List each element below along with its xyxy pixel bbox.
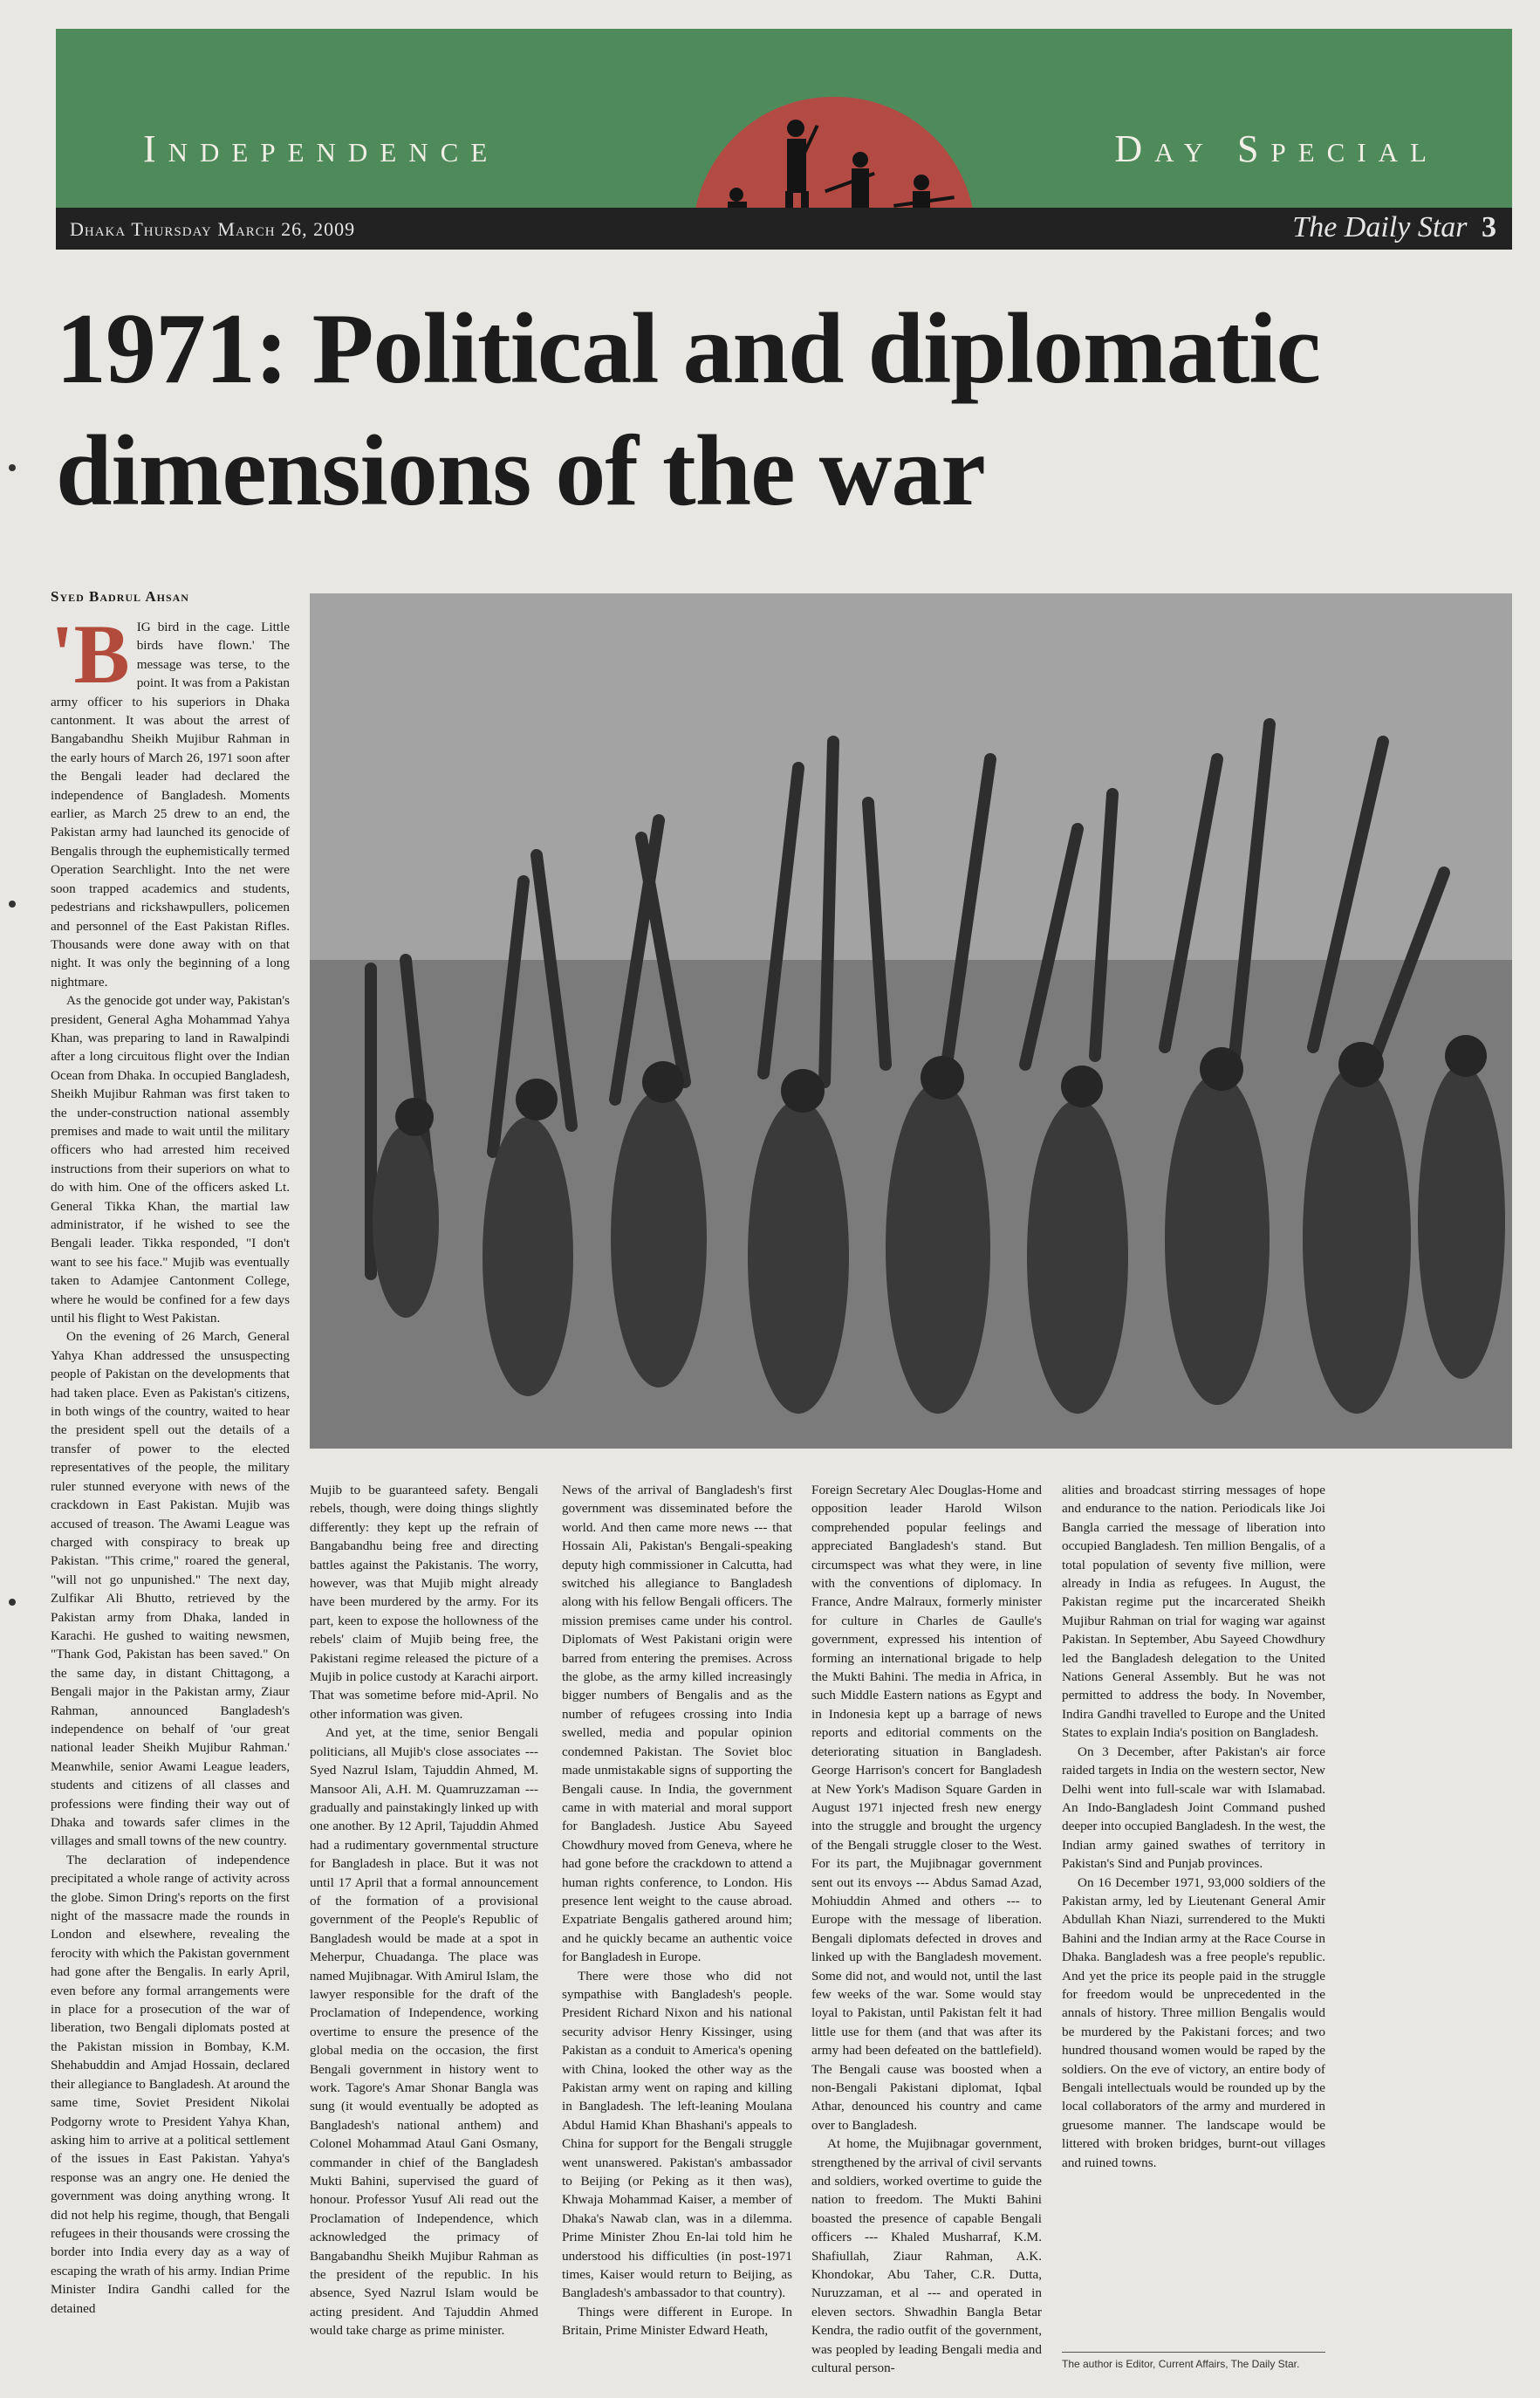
binding-hole — [9, 464, 16, 471]
masthead — [1292, 211, 1496, 244]
article-paragraph: News of the arrival of Bangladesh's first government was disseminated before the world. And then came more news --- that Hossain Ali, Pakistan's Bengali-speaking deputy high commissioner in Calcutta, had switched his allegiance to Bangladesh along with his fellow Bengali officers. The mission premises came under his control. Diplomats of West Pakistani origin were barred from entering the premises. Across the globe, as the army killed increasingly bigger numbers of Bengalis and as the number of refugees crossing into India swelled, media and popular opinion condemned Pakistan. The Soviet bloc made unmistakable signs of supporting the Bengali cause. In India, the government came in with material and moral support for Bangladesh. Justice Abu Sayeed Chowdhury moved from Geneva, where he had gone before the crackdown to attend a human rights conference, to London. His presence lent weight to the cause abroad. Expatriate Bengalis gathered around him; and he quickly became an authentic voice for Bangladesh in Europe. — [562, 1483, 792, 1965]
masthead-title: The Daily Star — [1292, 211, 1468, 243]
raised-rifles-image — [310, 593, 1512, 1449]
article-paragraph: On 16 December 1971, 93,000 soldiers of the Pakistan army, led by Lieutenant General Amir Abdullah Khan Niazi, surrendered to the Mukti Bahini and the Indian army at the Race Course in Dhaka. Bangladesh was a free people's republic. And yet the price its people paid in the struggle for freedom would be unprecedented in the annals of history. Three million Bengalis would be murdered by the Pakistani forces; and two hundred thousand women would be raped by the soldiers. On the eve of victory, an entire body of Bengali intellectuals would be rounded up by the local collaborators of the army and murdered in gruesome manner. The landscape would be littered with broken bridges, burnt-out villages and ruined towns. — [1062, 1874, 1325, 2170]
article-paragraph: As the genocide got under way, Pakistan's president, General Agha Mohammad Yahya Khan, was preparing to land in Rawalpindi after a long circuitous flight over the Indian Ocean from Dhaka. In occupied Bangladesh, Sheikh Mujibur Rahman was first taken to the under-construction national assembly premises and made to wait until the military officers who had arrested him received instructions from their superiors on what to do with him. One of the officers asked Lt. General Tikka Khan, the martial law administrator, if he wished to see the Bengali leader. Tikka responded, "I don't want to see his face." Mujib was eventually taken to Adamjee Cantonment College, where he would be confined for a few days until his flight to West Pakistan. — [51, 993, 290, 1326]
article-column-2 — [310, 1481, 538, 2340]
article-paragraph: At home, the Mujibnagar government, strengthened by the arrival of civil servants and soldiers, worked overtime to guide the nation to freedom. The Mukti Bahini boasted the presence of capable Bengali officers --- Khaled Musharraf, K.M. Shafiullah, Ziaur Rahman, A.K. Khondokar, Abu Taher, C.R. Dutta, Nuruzzaman, et al --- and operated in eleven sectors. Shwadhin Bangla Betar Kendra, the radio outfit of the government, was peopled by leading Bengali media and cultural person- — [811, 2136, 1042, 2376]
article-paragraph: On the evening of 26 March, General Yahya Khan addressed the unsuspecting people of Pakistan on the developments that had taken place. Even as Pakistan's citizens, in both wings of the country, waited to hear the president spell out the details of a transfer of power to the elected representatives of the people, the military ruler stunned everyone with news of the crackdown in East Pakistan. Mujib was accused of treason. The Awami League was charged with conspiracy to break up Pakistan. "This crime," roared the general, "will not go unpunished." The next day, Zulfikar Ali Bhutto, retrieved by the Pakistan army from Dhaka, landed in Karachi. He gushed to waiting newsmen, "Thank God, Pakistan has been saved." On the same day, in distant Chittagong, a Bengali major in the Pakistan army, Ziaur Rahman, announced Bangladesh's independence on behalf of 'our great national leader Sheikh Mujibur Rahman.' Meanwhile, senior Awami League leaders, students and citizens of all classes and professions were finding their way out of Dhaka and towards safer climes in the villages and small towns of the new country. — [51, 1329, 290, 1849]
binding-hole — [9, 1599, 16, 1606]
article-paragraph: Things were different in Europe. In Britain, Prime Minister Edward Heath, — [562, 2304, 792, 2339]
dateline-bar — [56, 208, 1512, 250]
article-column-4 — [811, 1481, 1042, 2378]
article-paragraph: And yet, at the time, senior Bengali politicians, all Mujib's close associates --- Syed Nazrul Islam, Tajuddin Ahmed, M. Mansoor Ali, A.H. M. Quamruzzaman --- gradually and painstakingly linked up with one another. By 12 April, Tajuddin Ahmed had a rudimentary governmental structure for Bangladesh in place. But it was not until 17 April that a formal announcement of the formation of a provisional government of the People's Republic of Bangladesh would be made at a spot in Meherpur, Chuadanga. The place was named Mujibnagar. With Amirul Islam, the lawyer responsible for the draft of the Proclamation of Independence, working overtime to ensure the presence of the global media on the occasion, the first Bengali government in history went to work. Tagore's Amar Shonar Bangla was sung (it would eventually be adopted as Bangladesh's national anthem) and Colonel Mohammad Ataul Gani Osmany, commander in chief of the Bangladesh Mukti Bahini, supervised the guard of honour. Professor Yusuf Ali read out the Proclamation of Independence, which acknowledged the primacy of Bangabandhu Sheikh Mujibur Rahman as the president of the republic. In his absence, Syed Nazrul Islam would be acting president. And Tajuddin Ahmed would take charge as prime minister. — [310, 1725, 538, 2339]
article-paragraph: Foreign Secretary Alec Douglas-Home and opposition leader Harold Wilson comprehended popular feelings and appreciated Bangladesh's stand. But circumspect was what they were, in line with the conventions of diplomacy. In France, Andre Malraux, formerly minister for culture in Charles de Gaulle's government, expressed his intention of forming an international brigade to help the Mukti Bahini. The media in Africa, in such Middle Eastern nations as Egypt and in Indonesia kept up a barrage of news reports and editorial comments on the deteriorating situation in Bangladesh. George Harrison's concert for Bangladesh at New York's Madison Square Garden in August 1971 injected fresh new energy into the struggle and brought the urgency of the Bengali struggle closer to the West. For its part, the Mujibnagar government sent out its envoys --- Abdus Samad Azad, Mohiuddin Ahmed and others --- to Europe with the message of liberation. Bengali diplomats defected in droves and linked up with the Bangladesh movement. Some did not, and would not, until the last few weeks of the war. Some would stay loyal to Pakistan, until Pakistan felt it had little use for them (and that was after its army had been defeated on the battlefield). The Bengali cause was boosted when a non-Bengali Pakistani diplomat, Iqbal Athar, denounced his country and came over to Bangladesh. — [811, 1483, 1042, 2133]
article-paragraph: Mujib to be guaranteed safety. Bengali rebels, though, were doing things slightly differently: they kept up the refrain of Bangabandhu being free and directing battles against the Pakistanis. The worry, however, was that Mujib might already have been murdered by the army. For its part, keen to expose the hollowness of the rebels' claim of Mujib being free, the Pakistani regime released the picture of a Mujib in police custody at Karachi airport. That was sometime before mid-April. No other information was given. — [310, 1483, 538, 1722]
dateline: Dhaka Thursday March 26, 2009 — [70, 218, 356, 240]
article-paragraph: On 3 December, after Pakistan's air force raided targets in India on the western sector, New Delhi went into full-scale war with Islamabad. An Indo-Bangladesh Joint Command pushed deeper into occupied Bangladesh. In the west, the Indian army gained swathes of territory in Pakistan's Sind and Punjab provinces. — [1062, 1744, 1325, 1872]
article-column-1 — [51, 607, 290, 2318]
section-banner — [56, 29, 1512, 208]
banner-kicker-right: Day Special — [1114, 127, 1439, 170]
drop-cap: 'B — [51, 607, 130, 701]
article-column-3 — [562, 1481, 792, 2340]
article-paragraph: 'BIG bird in the cage. Little birds have flown.' The message was terse, to the point. It was from a Pakistan army officer to his superiors in Dhaka cantonment. It was about the arrest of Bangabandhu Sheikh Mujibur Rahman in the early hours of March 26, 1971 soon after the Bengali leader had declared the independence of Bangladesh. Moments earlier, as March 25 drew to an end, the Pakistan army had launched its genocide of Bengalis through the euphemistically termed Operation Searchlight. Into the net were soon trapped academics and students, pedestrians and rickshawpullers, policemen and personnel of the East Pakistan Rifles. Thousands were done away with on that night. It was only the beginning of a long nightmare. — [51, 607, 290, 990]
article-paragraph: The declaration of independence precipitated a whole range of activity across the globe. Simon Dring's reports on the first night of the massacre made the rounds in London and elsewhere, revealing the ferocity with which the Pakistan government had gone after the Bengalis. In early April, even before any formal arrangements were in place for a prosecution of the war of liberation, two Bengali diplomats posted at the Pakistan mission in Bombay, K.M. Shehabuddin and Amjad Hossain, declared their allegiance to Bangladesh. At around the same time, Soviet President Nikolai Podgorny wrote to President Yahya Khan, asking him to arrive at a political settlement of the issues in East Pakistan. Yahya's response was an angry one. He denied the government was doing anything wrong. It did not help his regime, though, that Bengali refugees in their thousands were crossing the border into India every day as a way of escaping the wrath of his army. Indian Prime Minister Indira Gandhi called for the detained — [51, 1852, 290, 2316]
byline: Syed Badrul Ahsan — [51, 588, 189, 605]
page-title: 1971: Political and diplomatic dimensions of the war — [56, 293, 1320, 527]
article-column-5 — [1062, 1481, 1325, 2172]
binding-hole — [9, 901, 16, 908]
article-paragraph: alities and broadcast stirring messages of hope and endurance to the nation. Periodicals like Joi Bangla carried the message of liberation into occupied Bangladesh. Ten million Bengalis, of a total population of seventy five million, were already in India as refugees. In August, the Pakistan regime put the incarcerated Sheikh Mujibur Rahman on trial for waging war against Pakistan. In September, Abu Sayeed Chowdhury led the Bangladesh delegation to the United Nations General Assembly. But he was not permitted to address the body. In November, Indira Gandhi travelled to Europe and the United States to explain India's position on Bangladesh. — [1062, 1483, 1325, 1741]
banner-kicker-left: Independence — [143, 127, 500, 170]
article-paragraph: There were those who did not sympathise with Bangladesh's people. President Richard Nixon and his national security advisor Henry Kissinger, using Pakistan as a conduit to America's opening with China, looked the other way as the Pakistan army went on raping and killing in Bangladesh. The left-leaning Moulana Abdul Hamid Khan Bhashani's appeals to China for support for the Bengali struggle went unanswered. Pakistan's ambassador to Beijing (or Peking as it then was), Khwaja Mohammad Kaiser, a member of Dhaka's Nawab clan, was in a dilemma. Prime Minister Zhou En-lai told him he understood his difficulties (in post-1971 times, Kaiser would return to Beijing, as Bangladesh's ambassador to that country). — [562, 1968, 792, 2301]
page-number: 3 — [1482, 211, 1496, 243]
author-footnote: The author is Editor, Current Affairs, The Daily Star. — [1062, 2352, 1325, 2370]
freedom-fighters-photo — [310, 593, 1512, 1449]
